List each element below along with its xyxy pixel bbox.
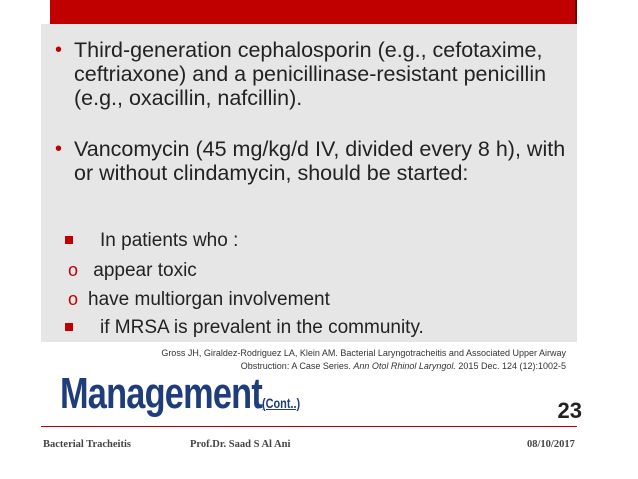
bullet-dot-icon: • (55, 39, 63, 61)
slide-title-text: Management (60, 369, 262, 418)
citation-line-2-suffix: 2015 Dec. 124 (12):1002-5 (455, 361, 566, 371)
sub-bullet-item-1 (65, 230, 238, 252)
sub-bullet-text: if MRSA is prevalent in the community. (100, 317, 424, 338)
bullet-text: Vancomycin (45 mg/kg/d IV, divided every 8 h), with or without clindamycin, should be started: (74, 137, 566, 185)
bullet-dot-icon: • (55, 138, 63, 160)
sub-bullet-text: In patients who : (100, 230, 239, 251)
sub-bullet-item-2 (65, 317, 424, 339)
bullet-text: Third-generation cephalosporin (e.g., cefotaxime, ceftriaxone) and a penicillinase-resistant penicillin (e.g., oxacillin, nafcillin). (74, 38, 547, 110)
subsub-bullet-text: have multiorgan involvement (88, 289, 330, 310)
footer-right-text: 08/10/2017 (527, 439, 575, 450)
footer-divider (41, 426, 577, 427)
citation-line-2-prefix: Obstruction: A Case Series. (240, 361, 354, 371)
footer-center-text: Prof.Dr. Saad S Al Ani (190, 439, 291, 450)
bullet-item-1 (55, 38, 574, 110)
subsub-bullet-item-1 (68, 259, 197, 282)
citation-line-1: Gross JH, Giraldez-Rodriguez LA, Klein AM. Bacterial Laryngotracheitis and Associated Upper Airway (161, 348, 566, 358)
slide-title-suffix: (Cont..) (261, 395, 301, 411)
citation-journal: Ann Otol Rhinol Laryngol. (353, 361, 456, 371)
top-accent-bar (50, 0, 577, 24)
subsub-bullet-item-2 (68, 288, 330, 311)
page-number: 23 (557, 398, 582, 423)
square-bullet-icon (65, 236, 73, 244)
square-bullet-icon (65, 323, 73, 331)
bullet-item-2 (55, 137, 574, 185)
footer-left-text: Bacterial Tracheitis (43, 439, 131, 450)
slide-title (60, 369, 301, 425)
top-accent-bar-edge (575, 0, 577, 24)
circle-bullet-icon: o (68, 260, 79, 280)
subsub-bullet-text: appear toxic (88, 260, 197, 281)
circle-bullet-icon: o (68, 289, 79, 309)
